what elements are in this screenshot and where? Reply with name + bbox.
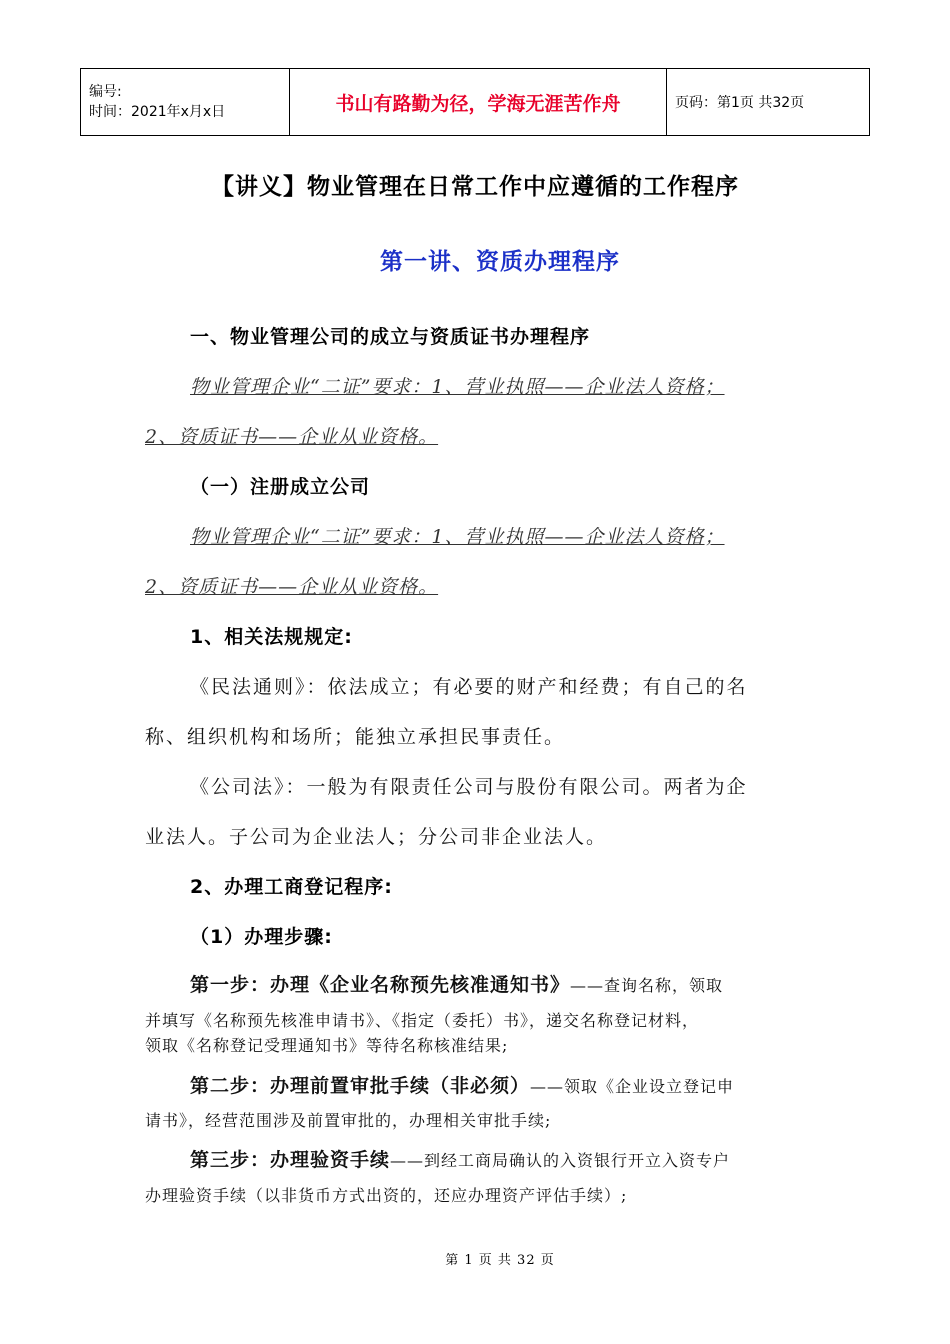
header-meta	[81, 69, 290, 136]
step3-line1	[190, 1145, 730, 1172]
time-label: 时间：2021年x月x日	[89, 104, 226, 120]
requirement-a-line2: 2、资质证书——企业从业资格。	[145, 426, 439, 448]
step1-desc: ——查询名称，领取	[570, 976, 724, 995]
motto: 书山有路勤为径，学海无涯苦作舟	[290, 69, 667, 136]
footer-page-number: 第 1 页 共 32 页	[445, 1253, 555, 1268]
step1-line2: 并填写《名称预先核准申请书》、《指定（委托）书》，递交名称登记材料，	[145, 1011, 700, 1030]
document-title: 【讲义】物业管理在日常工作中应遵循的工作程序	[211, 174, 739, 200]
number-label: 编号:	[89, 84, 122, 100]
civil-law-line1: 《民法通则》：依法成立；有必要的财产和经费；有自己的名	[190, 676, 748, 698]
step2-desc: ——领取《企业设立登记申	[530, 1077, 735, 1096]
step2-title: 第二步：办理前置审批手续（非必须）	[190, 1075, 531, 1097]
company-law-line1: 《公司法》：一般为有限责任公司与股份有限公司。两者为企	[190, 776, 748, 798]
header-table	[80, 68, 870, 136]
step1-line1	[190, 970, 723, 997]
step2-line2: 请书》，经营范围涉及前置审批的，办理相关审批手续;	[145, 1111, 552, 1130]
step1-line3: 领取《名称登记受理通知书》等待名称核准结果;	[145, 1036, 509, 1055]
civil-law-line2: 称、组织机构和场所；能独立承担民事责任。	[145, 726, 566, 748]
item-heading-2: 2、办理工商登记程序:	[190, 876, 393, 898]
step3-title: 第三步：办理验资手续	[190, 1149, 391, 1171]
item-heading-1: 1、相关法规规定:	[190, 626, 353, 648]
subsection-heading: （一）注册成立公司	[190, 476, 371, 498]
requirement-b-line2: 2、资质证书——企业从业资格。	[145, 576, 439, 598]
page-label: 页码：第1页 共32页	[667, 69, 870, 136]
company-law-line2: 业法人。子公司为企业法人；分公司非企业法人。	[145, 826, 608, 848]
step3-line2: 办理验资手续（以非货币方式出资的，还应办理资产评估手续）;	[145, 1186, 628, 1205]
lecture-title: 第一讲、资质办理程序	[380, 249, 620, 275]
step3-desc: ——到经工商局确认的入资银行开立入资专户	[390, 1151, 731, 1170]
steps-heading: （1）办理步骤:	[190, 926, 333, 948]
step1-title: 第一步：办理《企业名称预先核准通知书》	[190, 974, 571, 996]
section-heading: 一、物业管理公司的成立与资质证书办理程序	[190, 326, 591, 348]
step2-line1	[190, 1071, 734, 1098]
requirement-b-line1: 物业管理企业“二证”要求：1、营业执照——企业法人资格；	[190, 526, 725, 548]
requirement-a-line1: 物业管理企业“二证”要求：1、营业执照——企业法人资格；	[190, 376, 725, 398]
